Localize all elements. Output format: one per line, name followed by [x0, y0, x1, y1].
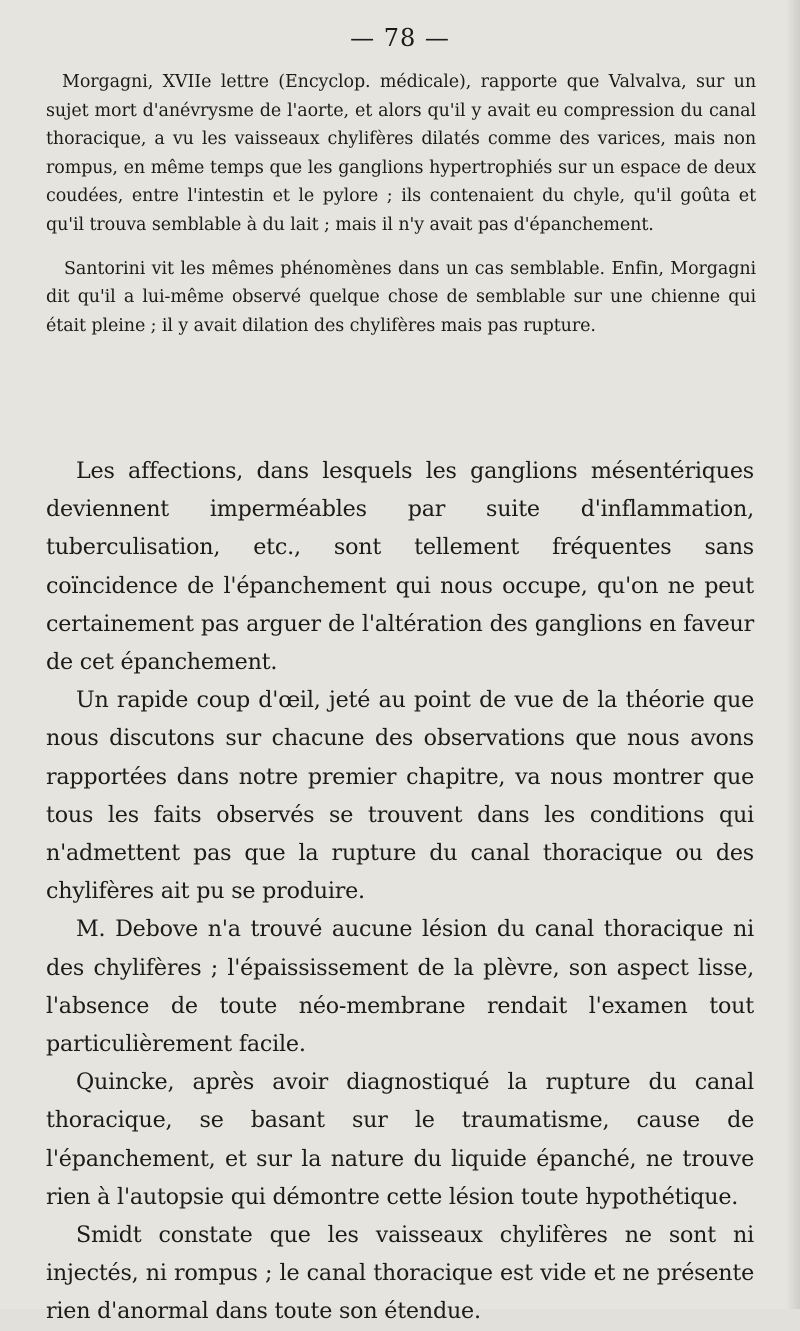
body-paragraph: M. Debove n'a trouvé aucune lésion du canal thoracique ni des chylifères ; l'épaississement de la plèvre, son aspect lisse, l'absence de toute néo-membrane rendait l'examen tout particulièrement facile. [46, 916, 754, 1058]
page-edge-shadow [786, 0, 800, 1309]
body-paragraph: Un rapide coup d'œil, jeté au point de vue de la théorie que nous discutons sur chacune des observations que nous avons rapportées dans notre premier chapitre, va nous montrer que tous les faits observés se trouvent dans les conditions qui n'admettent pas que la rupture du canal thoracique ou des chylifères ait pu se produire. [46, 687, 754, 905]
body-paragraph: Les affections, dans lesquels les ganglions mésentériques deviennent imperméables par suite d'inflammation, tuberculisation, etc., sont tellement fréquentes sans coïncidence de l'épanchement qui nous occupe, qu'on ne peut certainement pas arguer de l'altération des ganglions en faveur de cet épanchement. [46, 458, 754, 676]
quote-paragraph: Morgagni, XVIIe lettre (Encyclop. médicale), rapporte que Valvalva, sur un sujet mort d'anévrysme de l'aorte, et alors qu'il y avait eu compression du canal thoracique, a vu les vaisseaux chylifères dilatés comme des varices, mais non rompus, en même temps que les ganglions hypertrophiés sur un espace de deux coudées, entre l'intestin et le pylore ; ils contenaient du chyle, qu'il goûta et qu'il trouva semblable à du lait ; mais il n'y avait pas d'épanchement. [46, 72, 756, 235]
page-number: — 78 — [350, 24, 450, 52]
quote-paragraph: Santorini vit les mêmes phénomènes dans un cas semblable. Enfin, Morgagni dit qu'il a lui-même observé quelque chose de semblable sur une chienne qui était pleine ; il y avait dilation des chylifères mais pas rupture. [46, 258, 756, 336]
quoted-passage [46, 68, 756, 340]
body-paragraph: Quincke, après avoir diagnostiqué la rupture du canal thoracique, se basant sur le traumatisme, cause de l'épanchement, et sur la nature du liquide épanché, ne trouve rien à l'autopsie qui démontre cette lésion toute hypothétique. [46, 1069, 754, 1210]
body-paragraph: Smidt constate que les vaisseaux chylifères ne sont ni injectés, ni rompus ; le canal thoracique est vide et ne présente rien d'anormal dans toute son étendue. [46, 1222, 754, 1325]
main-text [46, 452, 754, 1331]
